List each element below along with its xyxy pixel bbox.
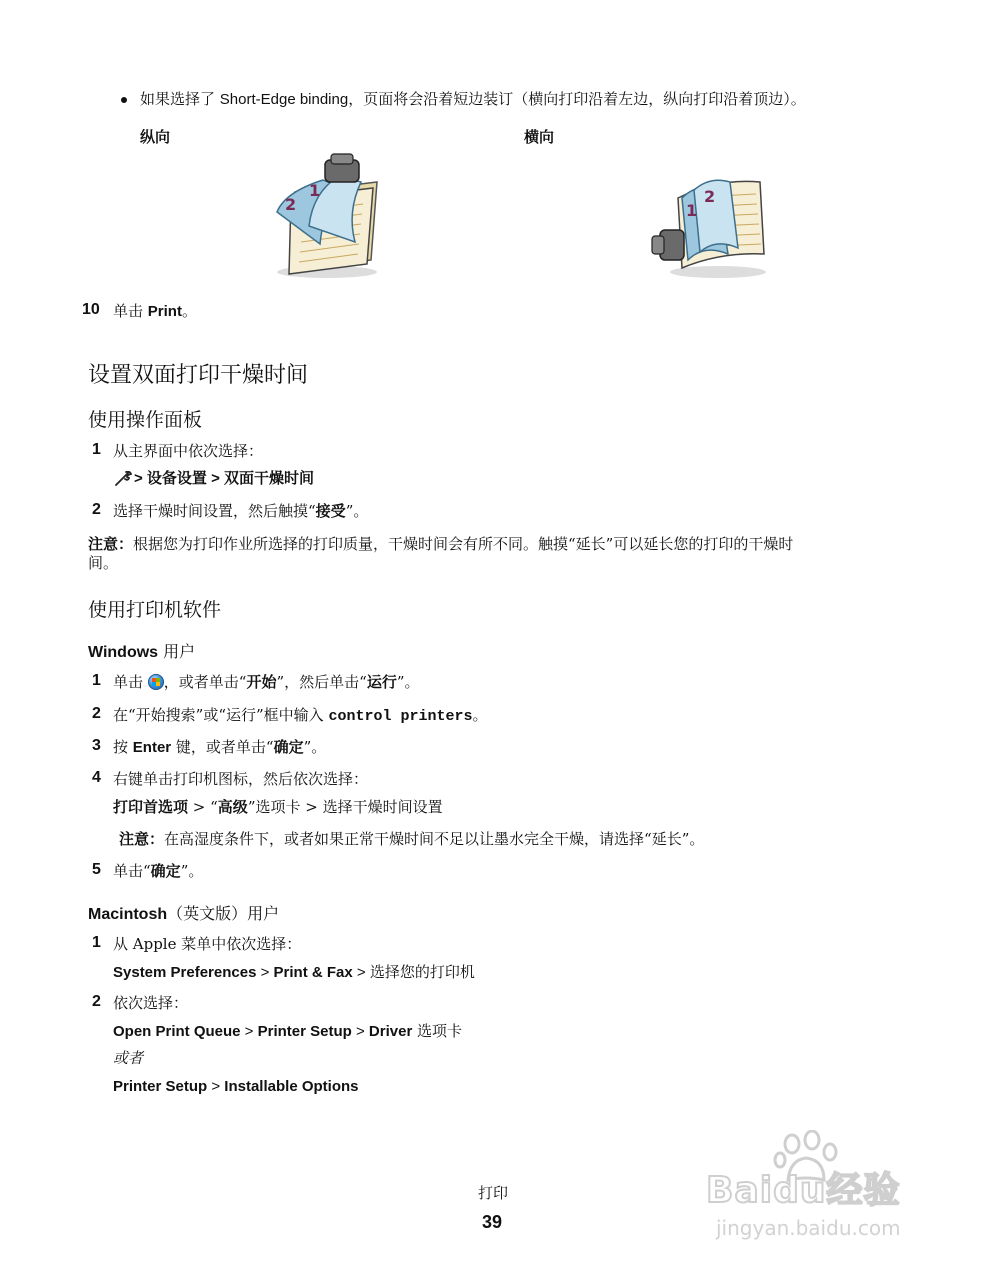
win-step-5-number: 5: [92, 861, 101, 878]
step-10-suffix: 。: [181, 302, 197, 320]
step-10-number: 10: [82, 301, 100, 318]
win-step-1-start: 开始: [246, 673, 277, 691]
win-step-3-ok: 确定: [273, 738, 304, 756]
cp-step-2-prefix: 选择干燥时间设置，然后触摸“: [113, 502, 316, 520]
mac-step-2-q4: 选项卡: [412, 1022, 463, 1040]
win-step-4-path-c: 高级: [217, 798, 248, 816]
win-step-4-path-a: 打印首选项: [113, 798, 189, 816]
win-step-3-c: ”。: [303, 738, 327, 756]
cp-step-2-number: 2: [92, 501, 101, 518]
win-step-1-number: 1: [92, 672, 101, 689]
mac-step-2-or: 或者: [113, 1049, 144, 1067]
landscape-binding-illustration: [648, 168, 773, 283]
section-title: 设置双面打印干燥时间: [88, 363, 309, 388]
win-step-3-b: 键，或者单击“: [171, 738, 274, 756]
mac-step-1-p1: System Preferences: [113, 964, 257, 981]
cp-note-label: 注意：: [88, 535, 134, 553]
cp-step-1-path: > 设备设置 > 双面干燥时间: [134, 470, 315, 487]
step-10-prefix: 单击: [113, 302, 148, 320]
win-step-2-text: [113, 705, 488, 727]
footer-section: 打印: [478, 1184, 509, 1202]
win-step-2-number: 2: [92, 705, 101, 722]
mac-step-2-q3: Driver: [368, 1023, 413, 1040]
bullet-suffix: ，页面将会沿着短边装订（横向打印沿着左边，纵向打印沿着顶边）。: [348, 90, 806, 108]
cp-note-line2: 间。: [88, 554, 119, 572]
mac-step-2-r1: Printer Setup: [113, 1078, 208, 1095]
mac-step-2-text: 依次选择：: [113, 994, 189, 1012]
win-step-5-b: ”。: [180, 862, 204, 880]
mac-step-2-sep3: >: [207, 1078, 225, 1095]
bullet-dot: [121, 97, 127, 103]
windows-heading-rest: 用户: [158, 642, 196, 661]
bullet-term: Short-Edge binding: [219, 91, 349, 108]
mac-step-2-path-1: [113, 1021, 462, 1042]
bullet-prefix: 如果选择了: [140, 90, 220, 108]
svg-text:1: 1: [309, 181, 321, 200]
win-step-1-run: 运行: [366, 673, 397, 691]
cp-step-1-number: 1: [92, 441, 101, 458]
windows-heading: [88, 639, 195, 662]
svg-text:2: 2: [704, 187, 716, 206]
mac-heading-rest: （英文版）用户: [167, 904, 280, 923]
wrench-icon: [114, 471, 132, 487]
page-number: 39: [482, 1212, 503, 1232]
windows-start-orb-icon[interactable]: [148, 674, 164, 690]
mac-heading: [88, 901, 279, 924]
win-step-4-note: [119, 829, 704, 849]
mac-step-2-number: 2: [92, 993, 101, 1010]
mac-step-2-sep1: >: [240, 1023, 258, 1040]
svg-text:2: 2: [285, 195, 297, 214]
windows-heading-bold: Windows: [88, 644, 159, 661]
cp-step-2-action: 接受: [315, 502, 346, 520]
mac-heading-bold: Macintosh: [88, 906, 168, 923]
win-step-3-a: 按: [113, 738, 133, 756]
mac-step-1-text: 从 Apple 菜单中依次选择：: [113, 935, 302, 953]
win-step-4-note-text: 在高湿度条件下，或者如果正常干燥时间不足以让墨水完全干燥，请选择“延长”。: [164, 830, 705, 848]
mac-step-2-r2: Installable Options: [224, 1078, 359, 1095]
win-step-5-ok: 确定: [150, 862, 181, 880]
watermark-url: jingyan.baidu.com: [716, 1216, 901, 1240]
win-step-2-suffix: 。: [472, 706, 488, 724]
win-step-5-text: [113, 861, 203, 881]
win-step-1-a: 单击: [113, 673, 148, 691]
portrait-label: 纵向: [140, 128, 171, 146]
win-step-4-path-d: ”选项卡 > 选择干燥时间设置: [247, 798, 443, 816]
cp-step-2-suffix: ”。: [345, 502, 369, 520]
step-10-text: [113, 301, 197, 322]
mac-step-2-path-2: [113, 1076, 358, 1097]
win-step-1-d: ”。: [396, 673, 420, 691]
win-step-1-c: ”，然后单击“: [276, 673, 367, 691]
cp-step-1-text: 从主界面中依次选择：: [113, 442, 264, 460]
win-step-5-a: 单击“: [113, 862, 151, 880]
win-step-4-path: [113, 797, 443, 817]
landscape-label: 横向: [524, 128, 555, 146]
portrait-binding-illustration: [265, 152, 390, 282]
mac-step-2-q1: Open Print Queue: [113, 1023, 241, 1040]
win-step-3-number: 3: [92, 737, 101, 754]
watermark-logo-text: Baidu经验: [706, 1170, 901, 1211]
cp-note-line1: 根据您为打印作业所选择的打印质量，干燥时间会有所不同。触摸“延长”可以延长您的打印的干燥时: [133, 535, 794, 553]
mac-step-2-q2: Printer Setup: [257, 1023, 352, 1040]
mac-step-1-path: [113, 962, 475, 983]
cp-note: [88, 534, 793, 554]
cp-step-2-text: [113, 501, 368, 521]
mac-step-1-number: 1: [92, 934, 101, 951]
control-panel-heading: 使用操作面板: [88, 409, 203, 431]
win-step-1-b: ，或者单击“: [163, 673, 247, 691]
win-step-2-prefix: 在“开始搜索”或“运行”框中输入: [113, 706, 329, 724]
win-step-4-note-label: 注意：: [119, 830, 165, 848]
win-step-4-text: 右键单击打印机图标，然后依次选择：: [113, 770, 369, 788]
svg-text:1: 1: [686, 201, 698, 220]
step-10-action: Print: [147, 303, 182, 320]
win-step-3-key: Enter: [132, 739, 172, 756]
software-heading: 使用打印机软件: [88, 599, 222, 621]
mac-step-1-sep1: >: [256, 964, 274, 981]
mac-step-1-p2: Print & Fax: [273, 964, 353, 981]
win-step-2-command: control printers: [328, 708, 473, 725]
bullet-text: [140, 89, 806, 110]
win-step-4-path-b: > “: [188, 798, 218, 816]
win-step-1-text: [113, 672, 420, 692]
win-step-3-text: [113, 737, 326, 758]
mac-step-2-sep2: >: [351, 1023, 369, 1040]
mac-step-1-p3: 选择您的打印机: [369, 963, 475, 981]
mac-step-1-sep2: >: [352, 964, 370, 981]
win-step-4-number: 4: [92, 769, 101, 786]
